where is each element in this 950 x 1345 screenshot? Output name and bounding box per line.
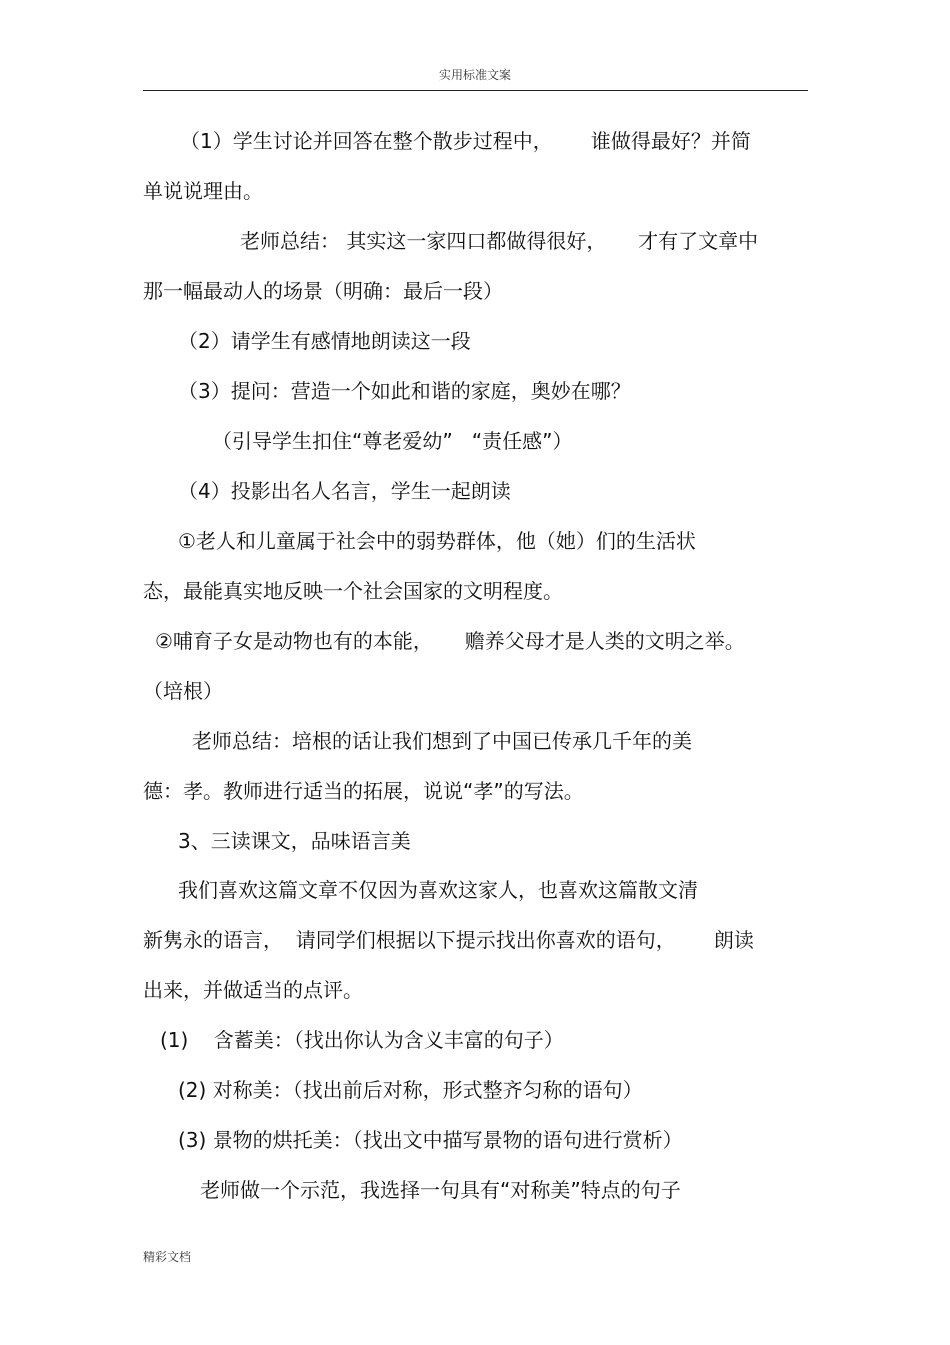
text-line: (2) 对称美：（找出前后对称，形式整齐匀称的语句） — [178, 1078, 643, 1102]
text-line: （1）学生讨论并回答在整个散步过程中， 谁做得最好？并简 — [180, 129, 751, 153]
text-line: 我们喜欢这篇文章不仅因为喜欢这家人，也喜欢这篇散文清 — [178, 878, 698, 902]
text-line: (1) 含蓄美：（找出你认为含义丰富的句子） — [160, 1028, 564, 1052]
header-divider — [143, 90, 808, 91]
text-line: 3、三读课文，品味语言美 — [178, 829, 411, 853]
text-line: 出来，并做适当的点评。 — [143, 978, 363, 1002]
text-line: （2）请学生有感情地朗读这一段 — [178, 329, 471, 353]
text-line: ②哺育子女是动物也有的本能， 赡养父母才是人类的文明之举。 — [155, 629, 745, 653]
text-line: 老师总结：培根的话让我们想到了中国已传承几千年的美 — [192, 729, 692, 753]
text-line: 那一幅最动人的场景（明确：最后一段） — [143, 279, 503, 303]
page-header: 实用标准文案 — [438, 68, 511, 82]
page-footer: 精彩文档 — [143, 1250, 192, 1264]
text-line: ①老人和儿童属于社会中的弱势群体，他（她）们的生活状 — [178, 529, 696, 553]
text-line: （培根） — [143, 679, 223, 703]
text-line: （4）投影出名人名言，学生一起朗读 — [178, 479, 511, 503]
text-line: 老师总结： 其实这一家四口都做得很好， 才有了文章中 — [240, 229, 759, 253]
text-line: 态，最能真实地反映一个社会国家的文明程度。 — [143, 579, 563, 603]
text-line: （3）提问：营造一个如此和谐的家庭，奥妙在哪？ — [178, 379, 631, 403]
text-line: （引导学生扣住“尊老爱幼” “责任感”） — [212, 429, 573, 453]
text-line: 单说说理由。 — [143, 179, 263, 203]
text-line: 老师做一个示范，我选择一句具有“对称美”特点的句子 — [200, 1178, 681, 1202]
text-line: 德：孝。教师进行适当的拓展，说说“孝”的写法。 — [143, 779, 584, 803]
text-line: 新隽永的语言， 请同学们根据以下提示找出你喜欢的语句， 朗读 — [143, 928, 754, 952]
text-line: (3) 景物的烘托美：（找出文中描写景物的语句进行赏析） — [178, 1128, 683, 1152]
